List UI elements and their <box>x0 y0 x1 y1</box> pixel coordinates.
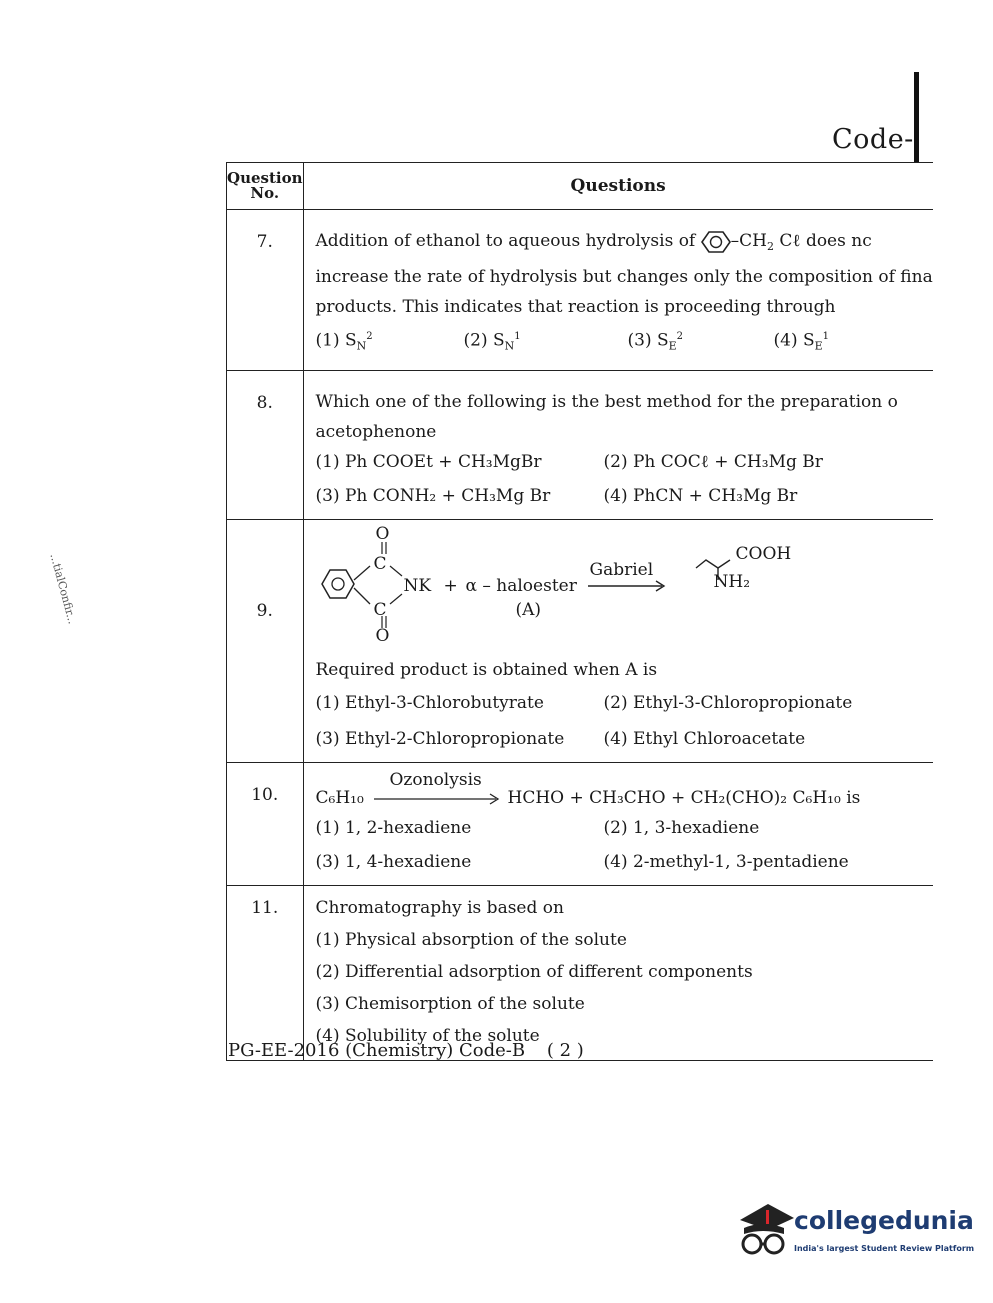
question-number: 11. <box>227 885 304 1060</box>
page-number: ( 2 ) <box>546 1040 584 1061</box>
q10-products: HCHO + CH₃CHO + CH₂(CHO)₂ C₆H₁₀ is <box>507 787 861 808</box>
q7-ch2-sub: 2 <box>766 240 774 253</box>
q7-text-c: Cℓ does nc <box>779 231 872 251</box>
q8-options <box>316 447 933 511</box>
footer-code: PG-EE-2016 (Chemistry) Code-B <box>228 1040 526 1061</box>
q10-options <box>316 813 933 877</box>
option-4: (4) Ethyl Chloroacetate <box>603 728 806 749</box>
page-footer <box>228 1040 584 1061</box>
option-2: (2) $S_N^1$ <box>463 330 521 353</box>
reaction-arrow-icon <box>588 580 668 592</box>
reagent-label: α – haloester <box>465 575 577 596</box>
option-1: (1) Physical absorption of the solute <box>315 929 627 950</box>
option-3: (3) Chemisorption of the solute <box>315 993 585 1014</box>
qno-header-line2: No. <box>250 184 280 202</box>
questions-header: Questions <box>303 163 933 210</box>
plus-sign: + <box>443 575 458 596</box>
q9-options <box>316 688 933 754</box>
q9-question: Required product is obtained when A is <box>315 659 658 680</box>
option-2: (2) Ph COCℓ + CH₃Mg Br <box>603 451 823 472</box>
q7-text-a: Addition of ethanol to aqueous hydrolysis of <box>315 231 696 251</box>
q7-options <box>316 322 933 362</box>
ozonolysis-label: Ozonolysis <box>389 769 482 790</box>
benzene-ring-icon <box>701 231 731 253</box>
question-row-9 <box>227 519 933 762</box>
option-4: (4) PhCN + CH₃Mg Br <box>603 485 798 506</box>
q7-ch2: CH <box>739 231 767 251</box>
nk-label: NK <box>403 575 432 596</box>
question-body <box>303 370 933 519</box>
question-number: 10. <box>227 762 304 885</box>
q10-equation <box>315 769 933 813</box>
question-number: 9. <box>227 519 304 762</box>
table-header-row <box>227 163 933 210</box>
option-4: (4) $S_E^1$ <box>773 330 830 353</box>
option-3: (3) 1, 4-hexadiene <box>315 851 472 872</box>
q11-question: Chromatography is based on <box>315 897 564 918</box>
option-4: (4) Solubility of the solute <box>315 1025 540 1046</box>
question-no-header <box>227 163 304 210</box>
c-top: C <box>373 553 387 574</box>
question-number: 8. <box>227 370 304 519</box>
product-cooh: COOH <box>735 543 792 564</box>
code-label: Code- <box>832 124 914 155</box>
option-1: (1) $S_N^2$ <box>315 330 373 353</box>
question-body <box>303 885 933 1060</box>
option-1: (1) Ph COOEt + CH₃MgBr <box>315 451 542 472</box>
questions-table <box>226 162 933 1061</box>
gabriel-label: Gabriel <box>589 559 654 580</box>
question-row-10 <box>227 762 933 885</box>
option-3: (3) Ph CONH₂ + CH₃Mg Br <box>315 485 551 506</box>
o-top: O <box>375 523 390 544</box>
c-bottom: C <box>373 599 387 620</box>
reagent-a-label: (A) <box>515 599 542 620</box>
q7-line2: increase the rate of hydrolysis but changes only the composition of fina <box>315 267 933 287</box>
question-number: 7. <box>227 210 304 371</box>
question-row-8 <box>227 370 933 519</box>
q10-reactant: C₆H₁₀ <box>315 787 364 808</box>
right-edge-bar <box>914 72 919 162</box>
option-1: (1) 1, 2-hexadiene <box>315 817 472 838</box>
q7-line1: Addition of ethanol to aqueous hydrolysis of $-CH_2$ Cℓ does nc <box>315 231 872 253</box>
logo-tagline: India's largest Student Review Platform <box>794 1244 975 1253</box>
gabriel-reaction-scheme <box>316 523 906 646</box>
option-2: (2) Differential adsorption of different components <box>315 961 753 982</box>
option-3: (3) $S_E^2$ <box>627 330 684 353</box>
question-body <box>303 519 933 762</box>
logo-name: collegedunia <box>794 1206 974 1235</box>
option-2: (2) 1, 3-hexadiene <box>603 817 760 838</box>
option-3: (3) Ethyl-2-Chloropropionate <box>315 728 565 749</box>
question-row-11 <box>227 885 933 1060</box>
question-row-7 <box>227 210 933 371</box>
ozonolysis-arrow-icon <box>374 793 502 805</box>
option-2: (2) Ethyl-3-Chloropropionate <box>603 692 853 713</box>
q8-line1: Which one of the following is the best method for the preparation o <box>315 391 898 412</box>
question-body <box>303 210 933 371</box>
product-nh2: NH₂ <box>713 571 751 592</box>
side-stamp: ...tialConfir... <box>47 552 79 626</box>
option-4: (4) 2-methyl-1, 3-pentadiene <box>603 851 849 872</box>
question-body <box>303 762 933 885</box>
o-bottom: O <box>375 625 390 646</box>
q8-line2: acetophenone <box>315 421 437 442</box>
q7-line3: products. This indicates that reaction is proceeding through <box>315 297 836 317</box>
qno-header-line1: Question <box>227 169 303 187</box>
option-1: (1) Ethyl-3-Chlorobutyrate <box>315 692 544 713</box>
